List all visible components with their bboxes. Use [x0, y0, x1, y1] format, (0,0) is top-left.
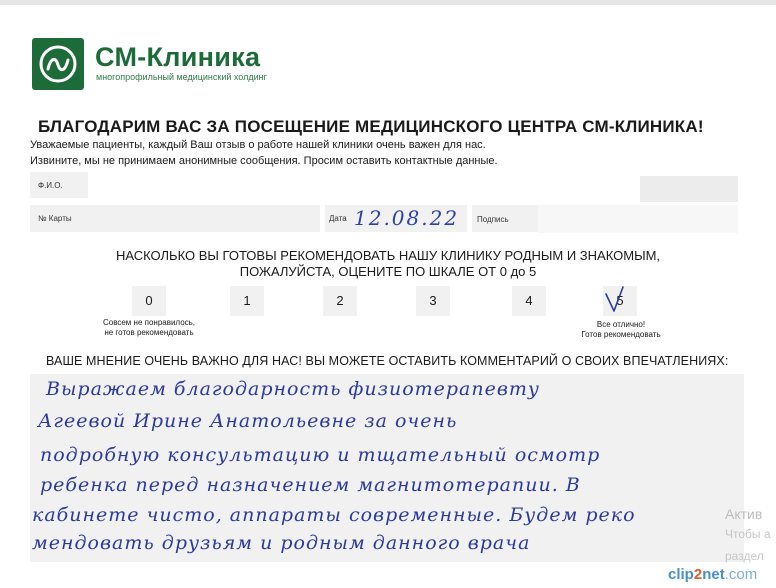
date-value: 12.08.22	[354, 206, 460, 230]
card-label: № Карты	[38, 214, 72, 223]
comment-line-4: ребенка перед назначением магнитотерапии. В	[40, 474, 581, 496]
comment-line-3: подробную консультацию и тщательный осмотр	[40, 444, 601, 466]
watermark	[668, 566, 757, 583]
sign-label: Подпись	[477, 215, 509, 224]
score-option-4[interactable]: 4	[512, 286, 546, 316]
activation-notice-title: Актив	[725, 506, 763, 522]
question-line-1: НАСКОЛЬКО ВЫ ГОТОВЫ РЕКОМЕНДОВАТЬ НАШУ КЛИНИКУ РОДНЫМ И ЗНАКОМЫМ,	[115, 248, 661, 263]
question-line-2: ПОЖАЛУЙСТА, ОЦЕНИТЕ ПО ШКАЛЕ ОТ 0 до 5	[239, 264, 537, 279]
score-option-2[interactable]: 2	[323, 286, 357, 316]
watermark-part-b: 2	[693, 566, 703, 583]
watermark-part-a: clip	[668, 566, 694, 583]
score-option-0[interactable]: 0	[132, 286, 166, 316]
scale-high-line-1: Все отлично!	[596, 320, 646, 329]
name-label: Ф.И.О.	[38, 181, 63, 190]
redacted-area	[640, 176, 738, 202]
score-option-1[interactable]: 1	[230, 286, 264, 316]
cm-logo-icon	[32, 38, 84, 90]
date-label: Дата	[329, 214, 347, 223]
scale-high-line-2: Готов рекомендовать	[581, 330, 661, 339]
scale-high-note	[560, 320, 682, 340]
brand-tagline: многопрофильный медицинский холдинг	[96, 72, 267, 82]
comment-line-1: Выражаем благодарность физиотерапевту	[46, 378, 540, 400]
form-heading: БЛАГОДАРИМ ВАС ЗА ПОСЕЩЕНИЕ МЕДИЦИНСКОГО ЦЕНТРА СМ-КЛИНИКА!	[38, 117, 704, 136]
scale-low-line-2: не готов рекомендовать	[104, 328, 194, 337]
redacted-signature	[538, 205, 738, 233]
score-option-3[interactable]: 3	[416, 286, 450, 316]
comment-line-6: мендовать друзьям и родным данного врача	[32, 532, 531, 554]
intro-line-1: Уважаемые пациенты, каждый Ваш отзыв о работе нашей клиники очень важен для нас.	[30, 139, 486, 151]
comment-line-2: Агеевой Ирине Анатольевне за очень	[38, 410, 458, 432]
brand-name: СМ-Клиника	[95, 42, 261, 72]
check-mark-icon	[603, 284, 633, 316]
comment-line-5: кабинете чисто, аппараты современные. Будем реко	[32, 504, 636, 526]
scale-low-note	[82, 318, 216, 338]
top-border	[0, 0, 776, 5]
comment-heading: ВАШЕ МНЕНИЕ ОЧЕНЬ ВАЖНО ДЛЯ НАС! ВЫ МОЖЕТЕ ОСТАВИТЬ КОММЕНТАРИЙ О СВОИХ ВПЕЧАТЛЕНИЯХ:	[46, 354, 729, 368]
activation-notice-line: Чтобы а	[725, 527, 771, 541]
watermark-part-d: .com	[724, 566, 758, 583]
score-option-5[interactable]: 5	[603, 286, 637, 316]
intro-line-2: Извините, мы не принимаем анонимные сообщения. Просим оставить контактные данные.	[30, 155, 498, 167]
card-number-field[interactable]	[30, 205, 320, 232]
scale-low-line-1: Совсем не понравилось,	[102, 318, 196, 327]
activation-notice-line-2: раздел	[725, 549, 764, 563]
watermark-part-c: net	[702, 566, 725, 583]
